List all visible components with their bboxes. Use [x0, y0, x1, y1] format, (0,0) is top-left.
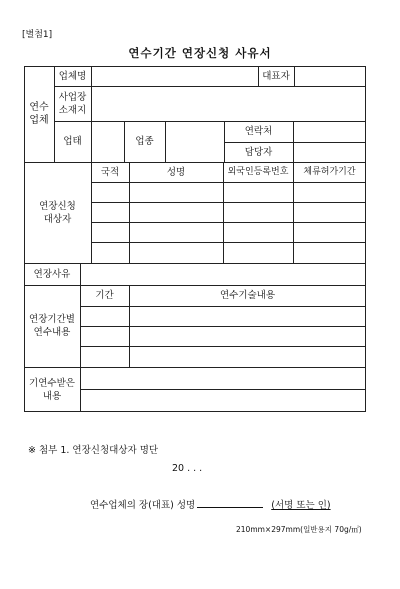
signature-note: (서명 또는 인) [271, 500, 331, 511]
address-field[interactable] [91, 86, 366, 121]
representative-field[interactable] [294, 66, 366, 86]
annex-label: [별첨1] [22, 30, 53, 40]
applicant-rows[interactable] [91, 182, 366, 263]
signature-label: 연수업체의 장(대표) 성명 [90, 500, 196, 511]
training-by-period-section-label: 연장기간별연수내용 [29, 314, 75, 338]
document-title: 연수기간 연장신청 사유서 [128, 46, 272, 60]
attachment-note: ※ 첨부 1. 연장신청대상자 명단 [28, 445, 159, 456]
reason-label: 연장사유 [33, 268, 71, 280]
paper-size-note: 210mm×297mm(일반용지 70g/㎡) [236, 525, 362, 534]
signature-blank[interactable] [197, 497, 263, 508]
person-in-charge-label: 담당자 [244, 146, 273, 158]
address-label: 사업장소재지 [58, 91, 87, 116]
business-type-label: 업태 [63, 136, 82, 147]
contact-field[interactable] [293, 121, 366, 142]
alien-registration-column-header: 외국인등록번호 [227, 166, 289, 177]
contact-label: 연락처 [244, 126, 273, 137]
reason-field[interactable] [80, 263, 366, 285]
person-in-charge-field[interactable] [293, 142, 366, 162]
business-item-field[interactable] [165, 121, 224, 162]
application-form-table [24, 66, 366, 412]
representative-label: 대표자 [262, 70, 290, 82]
signature-line [90, 497, 331, 511]
training-content-column-header: 연수기술내용 [219, 290, 276, 301]
date-line: 20 . . . [172, 463, 203, 474]
stay-permit-period-column-header: 체류허가기간 [303, 166, 356, 177]
company-name-label: 업체명 [58, 70, 87, 82]
past-training-rows[interactable] [80, 367, 366, 412]
nationality-column-header: 국적 [100, 166, 120, 178]
company-section-label: 연수업체 [29, 102, 49, 126]
period-column-header: 기간 [95, 290, 114, 301]
business-type-field[interactable] [91, 121, 124, 162]
name-column-header: 성명 [166, 166, 186, 178]
past-training-section-label: 기연수받은 내용 [29, 377, 75, 402]
applicant-section-label: 연장신청대상자 [39, 200, 76, 225]
business-item-label: 업종 [135, 136, 154, 147]
company-name-field[interactable] [91, 66, 258, 86]
training-rows[interactable] [80, 306, 366, 367]
